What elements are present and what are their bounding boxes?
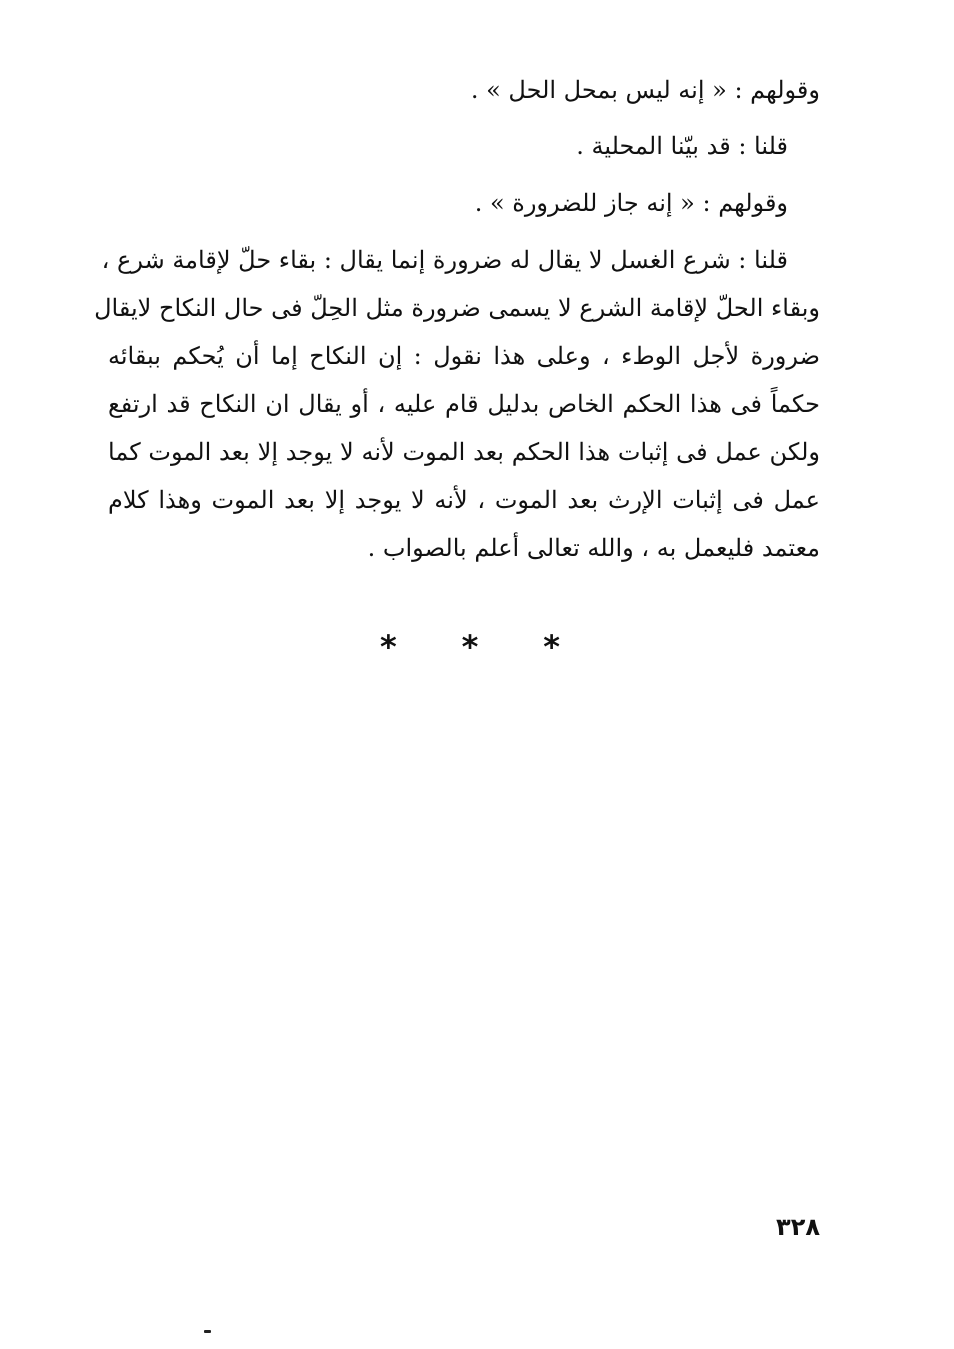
objection-line-1: وقولهم : « إنه ليس بمحل الحل » .	[470, 76, 820, 104]
scan-speck	[204, 1330, 211, 1333]
asterisk: *	[380, 628, 397, 666]
paragraph-line: عمل فى إثبات الإرث بعد الموت ، لأنه لا يوجد إلا بعد الموت وهذا كلام	[108, 486, 820, 514]
asterisk: *	[543, 628, 560, 666]
page-number: ٣٢٨	[776, 1213, 820, 1241]
paragraph-line: حكماً فى هذا الحكم الخاص بدليل قام عليه ، أو يقال ان النكاح قد ارتفع	[108, 390, 821, 418]
paragraph-line: معتمد فليعمل به ، والله تعالى أعلم بالصواب .	[367, 534, 820, 562]
reply-line-1: قلنا : قد بيّنا المحلية .	[576, 132, 788, 160]
section-separator	[380, 628, 560, 668]
asterisk: *	[461, 628, 479, 666]
paragraph-line: وبقاء الحلّ لإقامة الشرع لا يسمى ضرورة مثل الحِلّ فى حال النكاح لايقال	[94, 294, 820, 322]
reply-paragraph	[94, 236, 821, 572]
objection-line-2: وقولهم : « إنه جاز للضرورة » .	[474, 189, 788, 217]
paragraph-line: قلنا : شرع الغسل لا يقال له ضرورة إنما يقال : بقاء حلّ لإقامة شرع ،	[101, 246, 788, 274]
paragraph-line: ضرورة لأجل الوطء ، وعلى هذا نقول : إن النكاح إما أن يُحكم ببقائه	[108, 342, 820, 370]
paragraph-line: ولكن عمل فى إثبات هذا الحكم بعد الموت لأنه لا يوجد إلا بعد الموت كما	[108, 438, 820, 466]
